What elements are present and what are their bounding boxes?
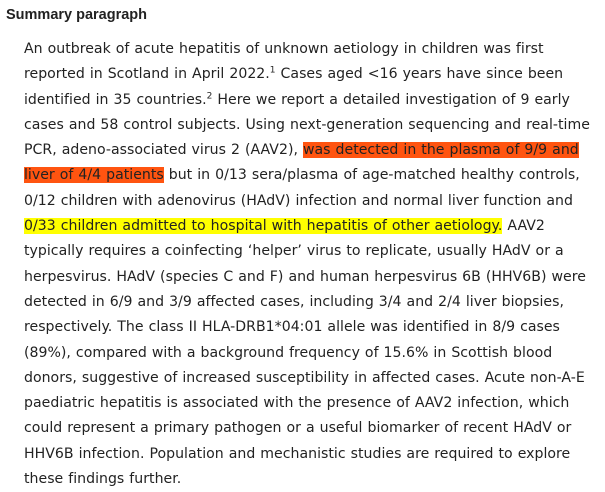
paragraph-text-4: but in 0/13 sera/plasma of age-matched healthy controls, 0/12 children with adenovirus (HAdV) infection and normal liver function and [24,167,580,209]
paragraph-text-3: Here we report a detailed investigation of 9 early cases and 58 control subjects. Using next-generation sequencing and real-time PCR, adeno-associated virus 2 (AAV2), [24,91,590,159]
paragraph-text-1: An outbreak of acute hepatitis of unknown aetiology in children was first reported in Scotland in April 2022. [24,41,544,83]
section-heading: Summary paragraph [6,7,148,23]
reference-1: 1 [269,65,276,76]
paragraph-text-5: AAV2 typically requires a coinfecting ‘helper’ virus to replicate, usually HAdV or a herpesvirus. HAdV (species C and F) and human herpesvirus 6B (HHV6B) were detected in 6/9 and 3/9 affected cases, including 3/4 and 2/4 liver biopsies, respectively. The class II HLA-DRB1*04:01 allele was identified in 8/9 cases (89%), compared with a background frequency of 15.6% in Scottish blood donors, suggestive of increased susceptibility in affected cases. Acute non-A-E paediatric hepatitis is associated with the presence of AAV2 infection, which could represent a primary pathogen or a useful biomarker of recent HAdV or HHV6B infection. Population and mechanistic studies are required to explore these findings further. [24,218,586,488]
paragraph-text-2: Cases aged <16 years have since been identified in 35 countries. [24,66,564,108]
orange-highlight: was detected in the plasma of 9/9 and liver of 4/4 patients [24,142,579,184]
reference-2: 2 [206,90,213,101]
yellow-highlight: 0/33 children admitted to hospital with hepatitis of other aetiology. [24,218,503,235]
summary-paragraph [24,37,596,492]
